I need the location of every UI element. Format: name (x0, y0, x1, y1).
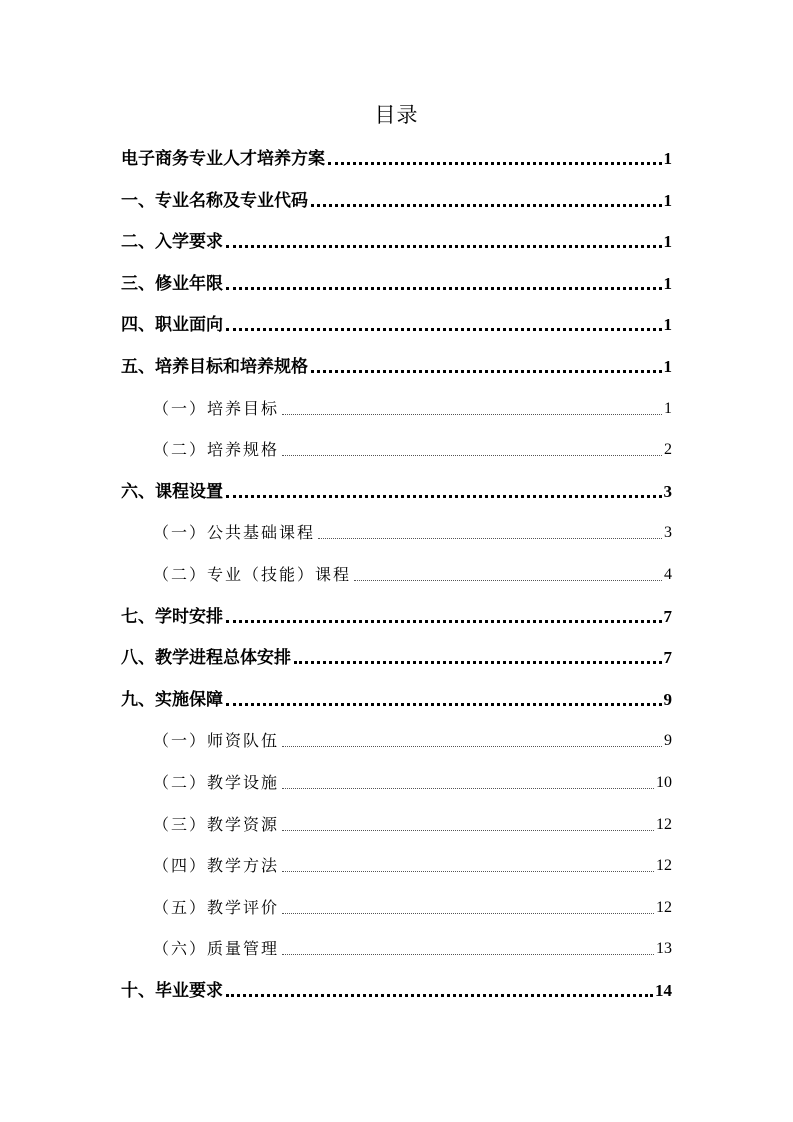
toc-entry-page-number: 4 (664, 566, 672, 583)
toc-entry-page-number: 12 (656, 857, 672, 875)
toc-entry[interactable] (153, 896, 672, 920)
toc-dot-leader (282, 414, 662, 415)
toc-entry[interactable] (121, 189, 672, 213)
toc-entry-label: 十、毕业要求 (121, 981, 223, 1001)
toc-entry-page-number: 1 (663, 232, 672, 252)
toc-entry-label: （五）教学评价 (153, 897, 280, 917)
toc-entry-label: 电子商务专业人才培养方案 (121, 149, 325, 169)
toc-entry-page-number: 13 (656, 940, 672, 958)
toc-entry-page-number: 7 (663, 606, 672, 626)
toc-entry-page-number: 10 (656, 774, 672, 791)
toc-entry[interactable] (153, 771, 672, 795)
toc-entry-page-number: 12 (656, 815, 672, 833)
toc-entry-page-number: 1 (664, 399, 672, 417)
toc-entry-label: （四）教学方法 (153, 856, 280, 876)
toc-entry-label: （一）公共基础课程 (153, 523, 316, 543)
toc-dot-leader (311, 370, 662, 373)
toc-entry-page-number: 7 (663, 648, 672, 668)
toc-entry-page-number: 9 (664, 732, 672, 750)
toc-entry-label: （三）教学资源 (153, 814, 280, 834)
toc-entry-label: 二、入学要求 (121, 232, 223, 253)
toc-entry-label: （二）专业（技能）课程 (153, 565, 352, 584)
toc-entry-page-number: 1 (663, 273, 672, 293)
toc-entry-page-number: 12 (656, 898, 672, 916)
toc-entry-page-number: 2 (664, 441, 672, 459)
toc-entry[interactable] (121, 688, 672, 712)
toc-dot-leader (282, 830, 654, 831)
toc-entry-label: 一、专业名称及专业代码 (121, 190, 308, 211)
toc-dot-leader (354, 580, 662, 581)
toc-title: 目录 (374, 103, 419, 127)
toc-entry[interactable] (153, 854, 672, 878)
toc-dot-leader (282, 871, 654, 872)
toc-entry-label: 三、修业年限 (121, 273, 223, 294)
toc-entry[interactable] (121, 605, 672, 629)
toc-dot-leader (311, 204, 662, 207)
toc-entry-page-number: 1 (663, 149, 672, 168)
toc-entry-label: 九、实施保障 (121, 689, 223, 710)
toc-dot-leader (226, 703, 662, 706)
toc-entry-label: （二）培养规格 (153, 440, 280, 460)
toc-entry-label: （一）培养目标 (153, 398, 280, 418)
toc-entry-page-number: 3 (663, 481, 672, 501)
toc-dot-leader (226, 495, 662, 498)
toc-dot-leader (328, 162, 662, 165)
toc-entry[interactable] (153, 521, 672, 545)
toc-entry-label: （六）质量管理 (153, 939, 280, 959)
toc-entry-label: 八、教学进程总体安排 (121, 648, 291, 669)
toc-entry-label: 六、课程设置 (121, 481, 223, 502)
toc-entry-page-number: 9 (663, 689, 672, 709)
toc-entry[interactable] (153, 729, 672, 753)
toc-dot-leader (226, 994, 653, 997)
toc-entry[interactable] (121, 147, 672, 171)
toc-dot-leader (282, 746, 662, 747)
toc-dot-leader (294, 661, 662, 664)
toc-entry-label: 五、培养目标和培养规格 (121, 357, 308, 377)
toc-entry[interactable] (121, 272, 672, 296)
toc-entry[interactable] (153, 937, 672, 961)
toc-entry[interactable] (153, 438, 672, 462)
toc-entry-page-number: 1 (663, 190, 672, 210)
toc-entry[interactable] (153, 397, 672, 421)
toc-entry[interactable] (153, 563, 672, 587)
toc-entry[interactable] (121, 480, 672, 504)
toc-entry-label: （二）教学设施 (153, 773, 280, 792)
toc-entry[interactable] (153, 813, 672, 837)
toc-dot-leader (282, 788, 654, 789)
toc-dot-leader (282, 913, 654, 914)
toc-entry-label: 七、学时安排 (121, 606, 223, 627)
toc-entry-page-number: 3 (664, 524, 672, 542)
toc-entry[interactable] (121, 230, 672, 254)
toc-entry[interactable] (121, 646, 672, 670)
toc-dot-leader (282, 455, 662, 456)
toc-entry[interactable] (121, 355, 672, 379)
toc-dot-leader (318, 538, 662, 539)
toc-dot-leader (282, 954, 654, 955)
toc-dot-leader (226, 620, 662, 623)
toc-entry[interactable] (121, 979, 672, 1003)
toc-dot-leader (226, 287, 662, 290)
toc-entry-page-number: 14 (655, 981, 672, 1000)
toc-entry-label: 四、职业面向 (121, 315, 223, 336)
toc-dot-leader (226, 328, 662, 331)
toc-entry[interactable] (121, 313, 672, 337)
toc-entry-page-number: 1 (663, 357, 672, 376)
toc-entry-page-number: 1 (663, 315, 672, 335)
toc-entry-label: （一）师资队伍 (153, 731, 280, 751)
toc-dot-leader (226, 245, 662, 248)
